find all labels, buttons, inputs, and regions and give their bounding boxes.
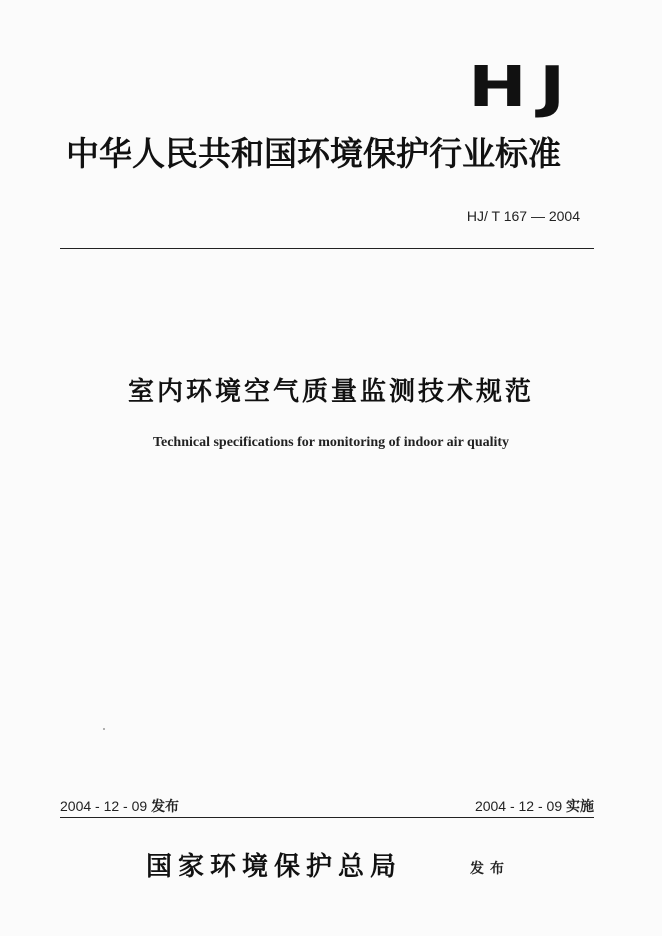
document-english-title: Technical specifications for monitoring of indoor air quality [152,435,510,450]
hj-logo: HJ [468,55,578,120]
document-title: 室内环境空气质量监测技术规范 [127,377,534,407]
implementation-date-label: 实施 [566,799,594,815]
standard-category-title: 中华人民共和国环境保护行业标准 [66,134,561,173]
issue-date [60,796,179,816]
implementation-date [475,796,594,816]
standard-number: HJ/ T 167 — 2004 [466,208,580,224]
issue-date-value: 2004 - 12 - 09 [60,798,148,814]
top-divider [60,248,594,249]
issuing-authority: 国家环境保护总局 [146,852,403,882]
scan-speck [103,728,105,730]
implementation-date-value: 2004 - 12 - 09 [474,798,563,814]
bottom-divider [60,817,594,818]
issue-date-label: 发布 [151,799,180,815]
issuing-action: 发布 [470,861,510,877]
